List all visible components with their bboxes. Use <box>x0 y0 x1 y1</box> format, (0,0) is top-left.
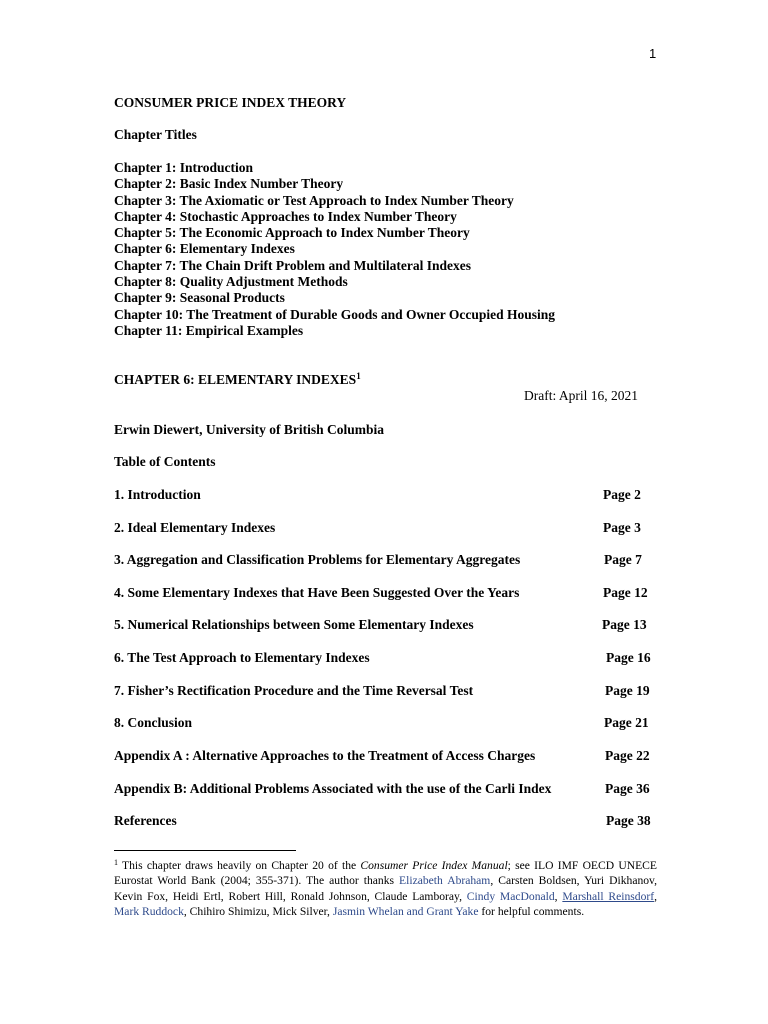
toc-entry-page: Page 2 <box>603 487 641 502</box>
chapter-item: Chapter 6: Elementary Indexes <box>114 241 295 257</box>
toc-entry-title: Appendix B: Additional Problems Associated with the use of the Carli Index <box>114 781 552 796</box>
toc-entry[interactable] <box>114 487 654 503</box>
toc-entry-page: Page 3 <box>603 520 641 535</box>
chapter-item: Chapter 1: Introduction <box>114 160 254 175</box>
toc-entry[interactable] <box>114 520 654 536</box>
toc-entry[interactable] <box>114 813 654 829</box>
footnote-text: for helpful comments. <box>478 904 585 918</box>
footnote-divider <box>114 850 296 851</box>
toc-entry-title: 4. Some Elementary Indexes that Have Been Suggested Over the Years <box>114 585 520 600</box>
chapter-item: Chapter 10: The Treatment of Durable Goods and Owner Occupied Housing <box>114 306 556 322</box>
toc-entry-page: Page 12 <box>603 585 648 600</box>
toc-entry-page: Page 21 <box>604 715 649 730</box>
toc-entry-page: Page 19 <box>605 683 650 698</box>
name-link[interactable]: Marshall Reinsdorf <box>562 889 655 903</box>
toc-entry-page: Page 36 <box>605 781 650 796</box>
footnote-text: , Chihiro Shimizu, Mick Silver, <box>183 904 333 918</box>
toc-entry[interactable] <box>114 617 654 633</box>
toc-entry-title: References <box>114 813 177 828</box>
chapter-item: Chapter 5: The Economic Approach to Index Number Theory <box>114 225 470 241</box>
chapter-item: Chapter 7: The Chain Drift Problem and Multilateral Indexes <box>114 257 471 273</box>
toc-heading: Table of Contents <box>114 454 216 469</box>
toc-entry[interactable] <box>114 585 654 601</box>
name-link[interactable]: Jasmin Whelan and Grant Yake <box>332 904 479 918</box>
author-line: Erwin Diewert, University of British Columbia <box>114 422 384 437</box>
name-link[interactable]: Elizabeth Abraham <box>399 874 491 888</box>
toc-entry[interactable] <box>114 715 654 731</box>
toc-entry[interactable] <box>114 683 654 699</box>
chapter-item: Chapter 8: Quality Adjustment Methods <box>114 274 348 290</box>
footnote-text: ; see ILO IMF OECD UNECE Eurostat World Bank (2004; 355-371). The author thanks <box>114 859 657 888</box>
name-link[interactable]: Cindy MacDonald <box>466 889 555 903</box>
name-link[interactable]: Mark Ruddock <box>114 904 184 918</box>
footnote-reference[interactable]: 1 <box>356 371 361 381</box>
chapter-item: Chapter 3: The Axiomatic or Test Approach to Index Number Theory <box>114 192 514 208</box>
chapter-heading <box>114 371 361 388</box>
toc-entry-title: 7. Fisher’s Rectification Procedure and the Time Reversal Test <box>114 683 474 698</box>
toc-entry[interactable] <box>114 552 654 568</box>
footnote-text: , Carsten Boldsen, Yuri Dikhanov, Kevin Fox, Heidi Ertl, Robert Hill, Ronald Johnson, Claude Lamboray, <box>114 874 657 903</box>
draft-date: Draft: April 16, 2021 <box>524 388 638 403</box>
chapter-item: Chapter 4: Stochastic Approaches to Index Number Theory <box>114 208 457 224</box>
manual-title: Consumer Price Index Manual <box>360 859 508 872</box>
chapter-item: Chapter 2: Basic Index Number Theory <box>114 176 344 192</box>
toc-entry-page: Page 7 <box>604 552 642 567</box>
toc-entry-page: Page 16 <box>606 650 651 665</box>
footnote-text: This chapter draws heavily on Chapter 20 of the <box>118 859 361 872</box>
toc-entry[interactable] <box>114 748 654 764</box>
book-title: CONSUMER PRICE INDEX THEORY <box>114 95 347 110</box>
toc-entry-title: 1. Introduction <box>114 487 201 502</box>
chapter-heading-text: CHAPTER 6: ELEMENTARY INDEXES <box>114 372 357 387</box>
toc-entry[interactable] <box>114 781 654 797</box>
page-number: 1 <box>649 46 657 61</box>
toc-entry-page: Page 13 <box>602 617 647 632</box>
toc-entry-page: Page 22 <box>605 748 650 763</box>
chapter-titles-heading: Chapter Titles <box>114 127 197 142</box>
footnote-mark: 1 <box>114 858 118 867</box>
chapter-item: Chapter 9: Seasonal Products <box>114 290 285 306</box>
toc-entry-title: 2. Ideal Elementary Indexes <box>114 520 276 535</box>
toc-entry-title: 8. Conclusion <box>114 715 193 730</box>
toc-entry-title: 6. The Test Approach to Elementary Indexes <box>114 650 370 665</box>
footnote-text: , <box>554 889 563 903</box>
chapter-list <box>114 160 555 339</box>
toc-entry[interactable] <box>114 650 654 666</box>
toc-entry-title: 3. Aggregation and Classification Problems for Elementary Aggregates <box>114 552 521 567</box>
chapter-item: Chapter 11: Empirical Examples <box>114 322 304 338</box>
toc-entry-page: Page 38 <box>606 813 651 828</box>
footnote-text: , <box>654 889 657 903</box>
footnote <box>114 855 657 919</box>
toc-entry-title: 5. Numerical Relationships between Some Elementary Indexes <box>114 617 474 632</box>
toc-entry-title: Appendix A : Alternative Approaches to the Treatment of Access Charges <box>114 748 536 763</box>
